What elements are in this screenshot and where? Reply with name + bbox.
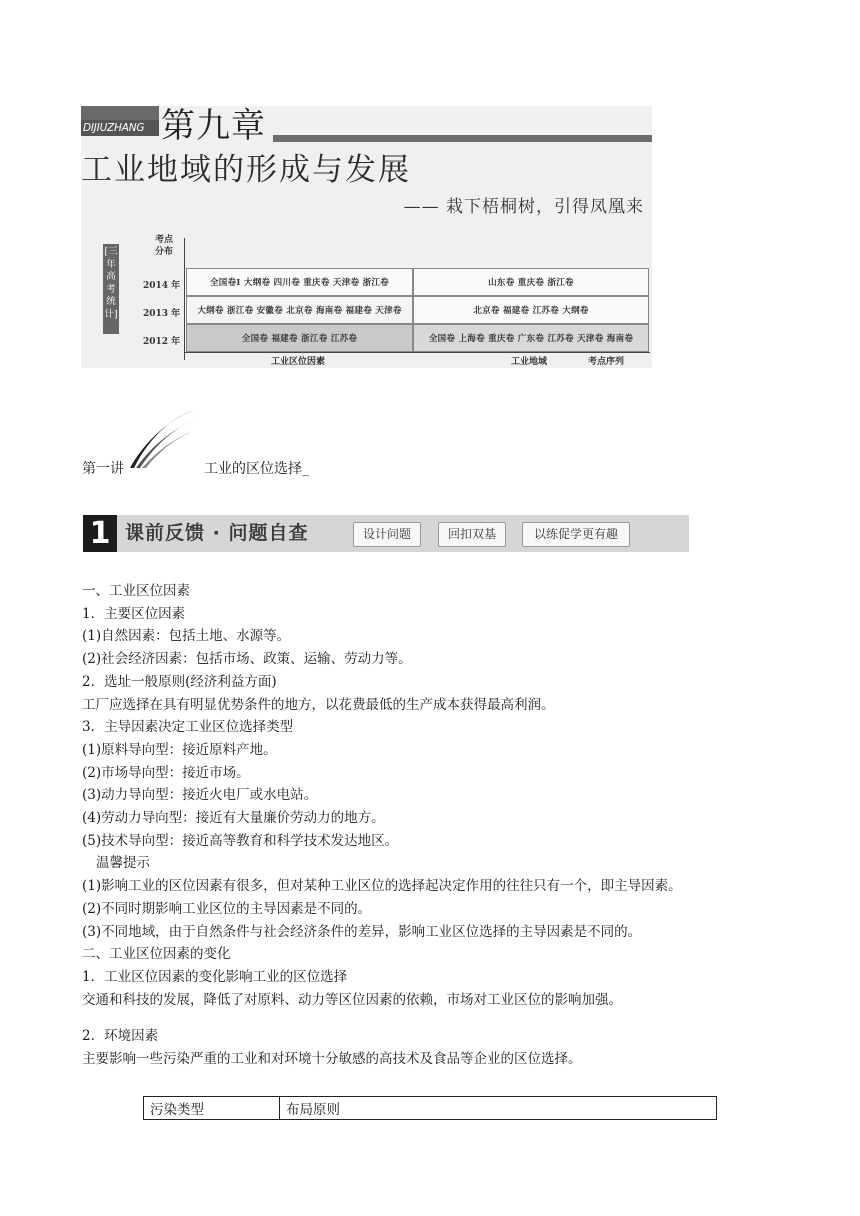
exam-stats-label: [三年高考统计] — [103, 244, 119, 334]
paragraph: (3)动力导向型：接近火电厂或水电站。 — [82, 787, 318, 804]
lecture-number: 第一讲 — [82, 461, 124, 477]
table-header-row — [144, 1097, 717, 1120]
tip-paragraph: (1)影响工业的区位因素有很多，但对某种工业区位的选择起决定作用的往往只有一个，即主导因素。 — [82, 878, 682, 895]
subheading: 2．环境因素 — [82, 1028, 159, 1045]
banner-decor-bar — [81, 106, 159, 120]
tip-paragraph: (2)不同时期影响工业区位的主导因素是不同的。 — [82, 900, 372, 917]
pollution-layout-table — [143, 1096, 717, 1120]
chapter-subtitle: —— 栽下梧桐树，引得凤凰来 — [403, 197, 644, 217]
banner-rule — [273, 135, 652, 142]
paragraph: (4)劳动力导向型：接近有大量廉价劳动力的地方。 — [82, 810, 385, 827]
row-left-cell: 全国卷Ⅰ 大纲卷 四川卷 重庆卷 天津卷 浙江卷 — [186, 268, 413, 296]
subheading: 2．选址一般原则(经济利益方面) — [82, 673, 277, 690]
tip-paragraph: (3)不同地域，由于自然条件与社会经济条件的差异，影响工业区位选择的主导因素是不同的。 — [82, 923, 642, 940]
year-label: 2012 年 — [143, 337, 181, 347]
paragraph: 工厂应选择在具有明显优势条件的地方，以花费最低的生产成本获得最高利润。 — [82, 696, 555, 713]
chapter-title: 工业地域的形成与发展 — [81, 152, 411, 188]
subheading: 1．工业区位因素的变化影响工业的区位选择 — [82, 968, 348, 985]
row-right-cell: 北京卷 福建卷 江苏卷 大纲卷 — [413, 296, 649, 324]
axis-label-industrial-location: 工业区位因素 — [271, 357, 326, 367]
tip-heading: 温馨提示 — [96, 855, 150, 872]
chapter-pinyin: DIJIUZHANG — [81, 120, 159, 136]
section-header — [83, 515, 689, 552]
table-header-layout-principle: 布局原则 — [280, 1097, 717, 1120]
heading-factor-changes: 二、工业区位因素的变化 — [82, 946, 231, 963]
axis-label-sequence: 考点序列 — [588, 357, 625, 367]
chart-axis-horizontal — [184, 352, 650, 353]
axis-label-industrial-region: 工业地域 — [511, 357, 548, 367]
paragraph: (5)技术导向型：接近高等教育和科学技术发达地区。 — [82, 832, 399, 849]
paragraph: (1)自然因素：包括土地、水源等。 — [82, 628, 291, 645]
paragraph: 主要影响一些污染严重的工业和对环境十分敏感的高技术及食品等企业的区位选择。 — [82, 1051, 582, 1068]
review-basics-button[interactable]: 回扣双基 — [438, 522, 506, 547]
swoosh-icon — [128, 408, 198, 470]
practice-fun-button[interactable]: 以练促学更有趣 — [522, 522, 630, 547]
row-left-cell: 全国卷 福建卷 浙江卷 江苏卷 — [186, 324, 413, 352]
chart-axis-vertical — [184, 238, 185, 360]
subheading: 1．主要区位因素 — [82, 605, 186, 622]
year-label: 2014 年 — [143, 281, 181, 291]
table-header-pollution-type: 污染类型 — [144, 1097, 280, 1120]
section-number: 1 — [83, 515, 117, 552]
row-right-cell: 全国卷 上海卷 重庆卷 广东卷 江苏卷 天津卷 海南卷 — [413, 324, 649, 352]
chapter-number: 第九章 — [161, 106, 266, 146]
row-left-cell: 大纲卷 浙江卷 安徽卷 北京卷 海南卷 福建卷 天津卷 — [186, 296, 413, 324]
subheading: 3．主导因素决定工业区位选择类型 — [82, 719, 294, 736]
lecture-title: 工业的区位选择_ — [204, 461, 309, 477]
paragraph: 交通和科技的发展，降低了对原料、动力等区位因素的依赖，市场对工业区位的影响加强。 — [82, 991, 622, 1008]
body-content — [82, 580, 782, 1071]
year-label: 2013 年 — [143, 309, 181, 319]
heading-industrial-factors: 一、工业区位因素 — [82, 583, 190, 599]
axis-label-topic: 考点分布 — [154, 235, 173, 257]
row-right-cell: 山东卷 重庆卷 浙江卷 — [413, 268, 649, 296]
paragraph: (2)社会经济因素：包括市场、政策、运输、劳动力等。 — [82, 651, 412, 668]
design-questions-button[interactable]: 设计问题 — [353, 522, 421, 547]
paragraph: (2)市场导向型：接近市场。 — [82, 764, 250, 781]
section-title: 课前反馈 · 问题自查 — [125, 522, 309, 544]
chapter-banner — [81, 106, 652, 368]
paragraph: (1)原料导向型：接近原料产地。 — [82, 741, 277, 758]
